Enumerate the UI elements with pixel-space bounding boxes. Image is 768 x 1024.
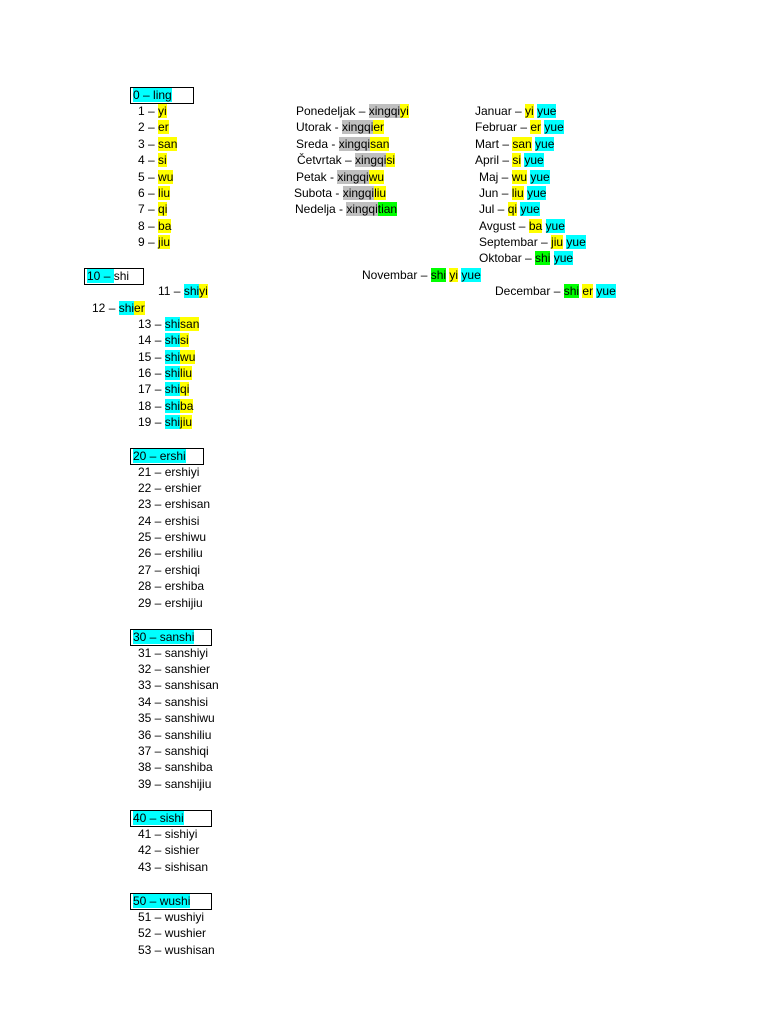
number-9: 9 – jiu [138, 235, 171, 249]
month-jun: Jun – liu yue [479, 186, 547, 200]
number-36: 36 – sanshiliu [138, 728, 212, 742]
number-15: 15 – shiwu [138, 350, 196, 364]
number-17: 17 – shiqi [138, 382, 190, 396]
number-12: 12 – shier [92, 301, 145, 315]
number-24: 24 – ershisi [138, 514, 200, 528]
month-februar: Februar – er yue [475, 120, 564, 134]
month-oktobar: Oktobar – shi yue [479, 251, 574, 265]
number-26: 26 – ershiliu [138, 546, 203, 560]
number-13: 13 – shisan [138, 317, 200, 331]
weekday-subota: Subota - xingqiliu [294, 186, 387, 200]
number-39: 39 – sanshijiu [138, 777, 212, 791]
number-0: 0 – ling [133, 88, 172, 102]
number-8: 8 – ba [138, 219, 172, 233]
number-10-box [84, 268, 144, 285]
number-19: 19 – shijiu [138, 415, 193, 429]
number-38: 38 – sanshiba [138, 760, 213, 774]
month-april: April – si yue [475, 153, 544, 167]
number-43: 43 – sishisan [138, 860, 209, 874]
group-30-header: 30 – sanshi [130, 629, 212, 646]
number-23: 23 – ershisan [138, 497, 211, 511]
month-mart: Mart – san yue [475, 137, 555, 151]
number-4: 4 – si [138, 153, 167, 167]
number-1: 1 – yi [138, 104, 167, 118]
number-0-box [130, 87, 194, 104]
number-35: 35 – sanshiwu [138, 711, 215, 725]
number-33: 33 – sanshisan [138, 678, 219, 692]
month-novembar: Novembar – shi yi yue [362, 268, 481, 282]
number-41: 41 – sishiyi [138, 827, 198, 841]
number-11: 11 – shiyi [158, 284, 208, 298]
weekday-sreda: Sreda - xingqisan [296, 137, 390, 151]
number-37: 37 – sanshiqi [138, 744, 209, 758]
number-32: 32 – sanshier [138, 662, 211, 676]
group-20-header: 20 – ershi [130, 448, 204, 465]
number-52: 52 – wushier [138, 926, 207, 940]
weekday-nedelja: Nedelja - xingqitian [295, 202, 398, 216]
weekday-cetvrtak: Četvrtak – xingqisi [297, 153, 396, 167]
weekday-utorak: Utorak - xingqier [296, 120, 385, 134]
month-decembar: Decembar – shi er yue [495, 284, 616, 298]
month-jul: Jul – qi yue [479, 202, 540, 216]
number-18: 18 – shiba [138, 399, 194, 413]
number-6: 6 – liu [138, 186, 171, 200]
number-16: 16 – shiliu [138, 366, 193, 380]
group-40-header: 40 – sishi [130, 810, 212, 827]
number-29: 29 – ershijiu [138, 596, 203, 610]
number-10: 10 – shi [87, 269, 130, 283]
month-septembar: Septembar – jiu yue [479, 235, 586, 249]
number-28: 28 – ershiba [138, 579, 205, 593]
number-53: 53 – wushisan [138, 943, 215, 957]
number-31: 31 – sanshiyi [138, 646, 209, 660]
number-27: 27 – ershiqi [138, 563, 201, 577]
number-51: 51 – wushiyi [138, 910, 205, 924]
number-14: 14 – shisi [138, 333, 189, 347]
number-21: 21 – ershiyi [138, 465, 200, 479]
weekday-petak: Petak - xingqiwu [296, 170, 385, 184]
number-22: 22 – ershier [138, 481, 202, 495]
month-avgust: Avgust – ba yue [479, 219, 565, 233]
number-3: 3 – san [138, 137, 178, 151]
number-7: 7 – qi [138, 202, 168, 216]
number-25: 25 – ershiwu [138, 530, 207, 544]
group-50-header: 50 – wushi [130, 893, 212, 910]
number-42: 42 – sishier [138, 843, 200, 857]
number-5: 5 – wu [138, 170, 174, 184]
month-maj: Maj – wu yue [479, 170, 550, 184]
month-januar: Januar – yi yue [475, 104, 557, 118]
weekday-ponedeljak: Ponedeljak – xingqiyi [296, 104, 409, 118]
number-2: 2 – er [138, 120, 169, 134]
number-34: 34 – sanshisi [138, 695, 209, 709]
